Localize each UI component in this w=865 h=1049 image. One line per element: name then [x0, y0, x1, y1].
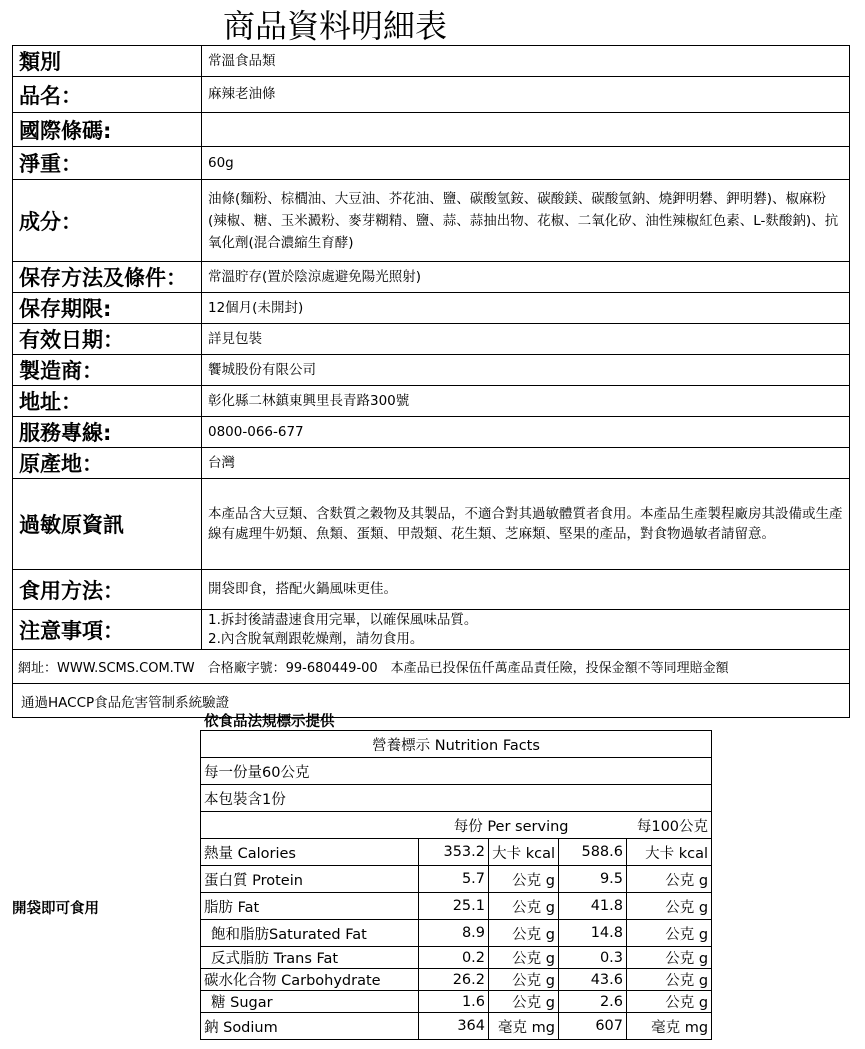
haccp-line: 通過HACCP食品危害管制系統驗證 [13, 684, 850, 718]
nutrition-row [201, 893, 712, 920]
manufacturer-value: 饗城股份有限公司 [202, 355, 850, 386]
nutrient-per-100g: 607 [559, 1013, 627, 1040]
manufacturer-label: 製造商： [13, 355, 202, 386]
spec-row-barcode [13, 113, 850, 147]
column-header-blank [201, 812, 419, 839]
website-line: 網址：WWW.SCMS.COM.TW 合格廠字號：99-680449-00 本產品已投保伍仟萬產品責任險，投保金額不等同理賠金額 [13, 650, 850, 684]
nutrient-unit: 公克 g [489, 969, 559, 991]
nutrient-unit: 公克 g [489, 893, 559, 920]
servings-per-package: 本包裝含1份 [201, 785, 712, 812]
spec-row-service-line [13, 417, 850, 448]
spec-row-manufacturer [13, 355, 850, 386]
shelf-life-value: 12個月(未開封) [202, 293, 850, 324]
product-name-value: 麻辣老油條 [202, 77, 850, 113]
usage-label: 食用方法： [13, 570, 202, 610]
nutrient-name: 蛋白質 Protein [201, 866, 419, 893]
address-label: 地址： [13, 386, 202, 417]
nutrient-per-100g: 2.6 [559, 991, 627, 1013]
nutrient-per-serving: 0.2 [419, 947, 489, 969]
nutrient-unit: 大卡 kcal [627, 839, 712, 866]
shelf-life-label: 保存期限: [13, 293, 202, 324]
storage-label: 保存方法及條件： [13, 262, 202, 293]
nutrition-serving-size-row [201, 758, 712, 785]
nutrition-row [201, 969, 712, 991]
net-weight-value: 60g [202, 147, 850, 180]
ingredients-label: 成分： [13, 180, 202, 262]
nutrient-per-100g: 0.3 [559, 947, 627, 969]
allergen-value: 本產品含大豆類、含麩質之穀物及其製品，不適合對其過敏體質者食用。本產品生產製程廠房其設備或生產線有處理牛奶類、魚類、蛋類、甲殼類、花生類、芝麻類、堅果的產品，對食物過敏者請留意。 [202, 479, 850, 570]
nutrient-unit: 大卡 kcal [489, 839, 559, 866]
nutrient-unit: 公克 g [489, 920, 559, 947]
notes-line-1: 1.拆封後請盡速食用完畢，以確保風味品質。 [208, 611, 478, 628]
per-serving-header: 每份 Per serving [419, 812, 627, 839]
service-line-value: 0800-066-677 [202, 417, 850, 448]
nutrient-per-100g: 41.8 [559, 893, 627, 920]
side-note: 開袋即可食用 [12, 900, 99, 917]
notes-value [202, 610, 850, 650]
service-line-label: 服務專線: [13, 417, 202, 448]
spec-row-expiry [13, 324, 850, 355]
nutrient-per-100g: 588.6 [559, 839, 627, 866]
nutrition-header-row [201, 731, 712, 758]
usage-value: 開袋即食，搭配火鍋風味更佳。 [202, 570, 850, 610]
spec-row-product-name [13, 77, 850, 113]
nutrient-unit: 公克 g [627, 991, 712, 1013]
notes-line-2: 2.內含脫氧劑跟乾燥劑，請勿食用。 [208, 630, 424, 647]
nutrition-servings-row [201, 785, 712, 812]
product-spec-table [12, 45, 850, 718]
nutrient-name: 鈉 Sodium [201, 1013, 419, 1040]
nutrient-unit: 公克 g [627, 969, 712, 991]
spec-row-notes [13, 610, 850, 650]
nutrient-name: 碳水化合物 Carbohydrate [201, 969, 419, 991]
spec-row-website [13, 650, 850, 684]
nutrient-unit: 毫克 mg [489, 1013, 559, 1040]
nutrient-per-100g: 9.5 [559, 866, 627, 893]
barcode-value [202, 113, 850, 147]
spec-row-address [13, 386, 850, 417]
allergen-label: 過敏原資訊 [13, 479, 202, 570]
address-value: 彰化縣二林鎮東興里長青路300號 [202, 386, 850, 417]
net-weight-label: 淨重： [13, 147, 202, 180]
nutrient-unit: 公克 g [489, 947, 559, 969]
spec-row-net-weight [13, 147, 850, 180]
nutrient-unit: 公克 g [627, 920, 712, 947]
per-100g-header: 每100公克 [627, 812, 712, 839]
storage-value: 常溫貯存(置於陰涼處避免陽光照射) [202, 262, 850, 293]
nutrient-unit: 毫克 mg [627, 1013, 712, 1040]
origin-value: 台灣 [202, 448, 850, 479]
nutrient-per-serving: 1.6 [419, 991, 489, 1013]
serving-size: 每一份量60公克 [201, 758, 712, 785]
nutrient-name: 飽和脂肪Saturated Fat [201, 920, 419, 947]
nutrient-unit: 公克 g [489, 991, 559, 1013]
nutrient-unit: 公克 g [627, 866, 712, 893]
nutrient-per-100g: 14.8 [559, 920, 627, 947]
notes-label: 注意事項： [13, 610, 202, 650]
nutrient-per-serving: 364 [419, 1013, 489, 1040]
category-label: 類別 [13, 46, 202, 77]
spec-row-shelf-life [13, 293, 850, 324]
spec-row-allergen [13, 479, 850, 570]
nutrition-caption: 依食品法規標示提供 [204, 713, 335, 730]
spec-row-ingredients [13, 180, 850, 262]
spec-row-haccp [13, 684, 850, 718]
expiry-label: 有效日期： [13, 324, 202, 355]
nutrient-per-serving: 26.2 [419, 969, 489, 991]
nutrition-row [201, 866, 712, 893]
nutrient-name: 反式脂肪 Trans Fat [201, 947, 419, 969]
nutrition-column-header-row [201, 812, 712, 839]
barcode-label: 國際條碼: [13, 113, 202, 147]
nutrient-per-serving: 8.9 [419, 920, 489, 947]
nutrition-header: 營養標示 Nutrition Facts [201, 731, 712, 758]
nutrition-row [201, 920, 712, 947]
category-value: 常溫食品類 [202, 46, 850, 77]
product-name-label: 品名： [13, 77, 202, 113]
spec-row-category [13, 46, 850, 77]
nutrition-row [201, 839, 712, 866]
expiry-value: 詳見包裝 [202, 324, 850, 355]
origin-label: 原產地： [13, 448, 202, 479]
page-title: 商品資料明細表 [222, 7, 447, 45]
nutrition-facts-table [200, 730, 712, 1040]
nutrient-name: 熱量 Calories [201, 839, 419, 866]
nutrient-name: 糖 Sugar [201, 991, 419, 1013]
nutrient-per-serving: 5.7 [419, 866, 489, 893]
nutrition-row [201, 991, 712, 1013]
ingredients-value: 油條(麵粉、棕櫚油、大豆油、芥花油、鹽、碳酸氫銨、碳酸鎂、碳酸氫鈉、燒鉀明礬、鉀明礬)、椒麻粉(辣椒、糖、玉米澱粉、麥芽糊精、鹽、蒜、蒜抽出物、花椒、二氧化矽、油性辣椒紅色素、L-麩酸鈉)、抗氧化劑(混合濃縮生育酵) [202, 180, 850, 262]
spec-row-origin [13, 448, 850, 479]
nutrient-unit: 公克 g [627, 947, 712, 969]
nutrition-row [201, 1013, 712, 1040]
nutrition-row [201, 947, 712, 969]
nutrient-unit: 公克 g [489, 866, 559, 893]
spec-row-usage [13, 570, 850, 610]
nutrient-per-100g: 43.6 [559, 969, 627, 991]
nutrient-per-serving: 25.1 [419, 893, 489, 920]
nutrient-unit: 公克 g [627, 893, 712, 920]
spec-row-storage [13, 262, 850, 293]
nutrient-name: 脂肪 Fat [201, 893, 419, 920]
nutrient-per-serving: 353.2 [419, 839, 489, 866]
